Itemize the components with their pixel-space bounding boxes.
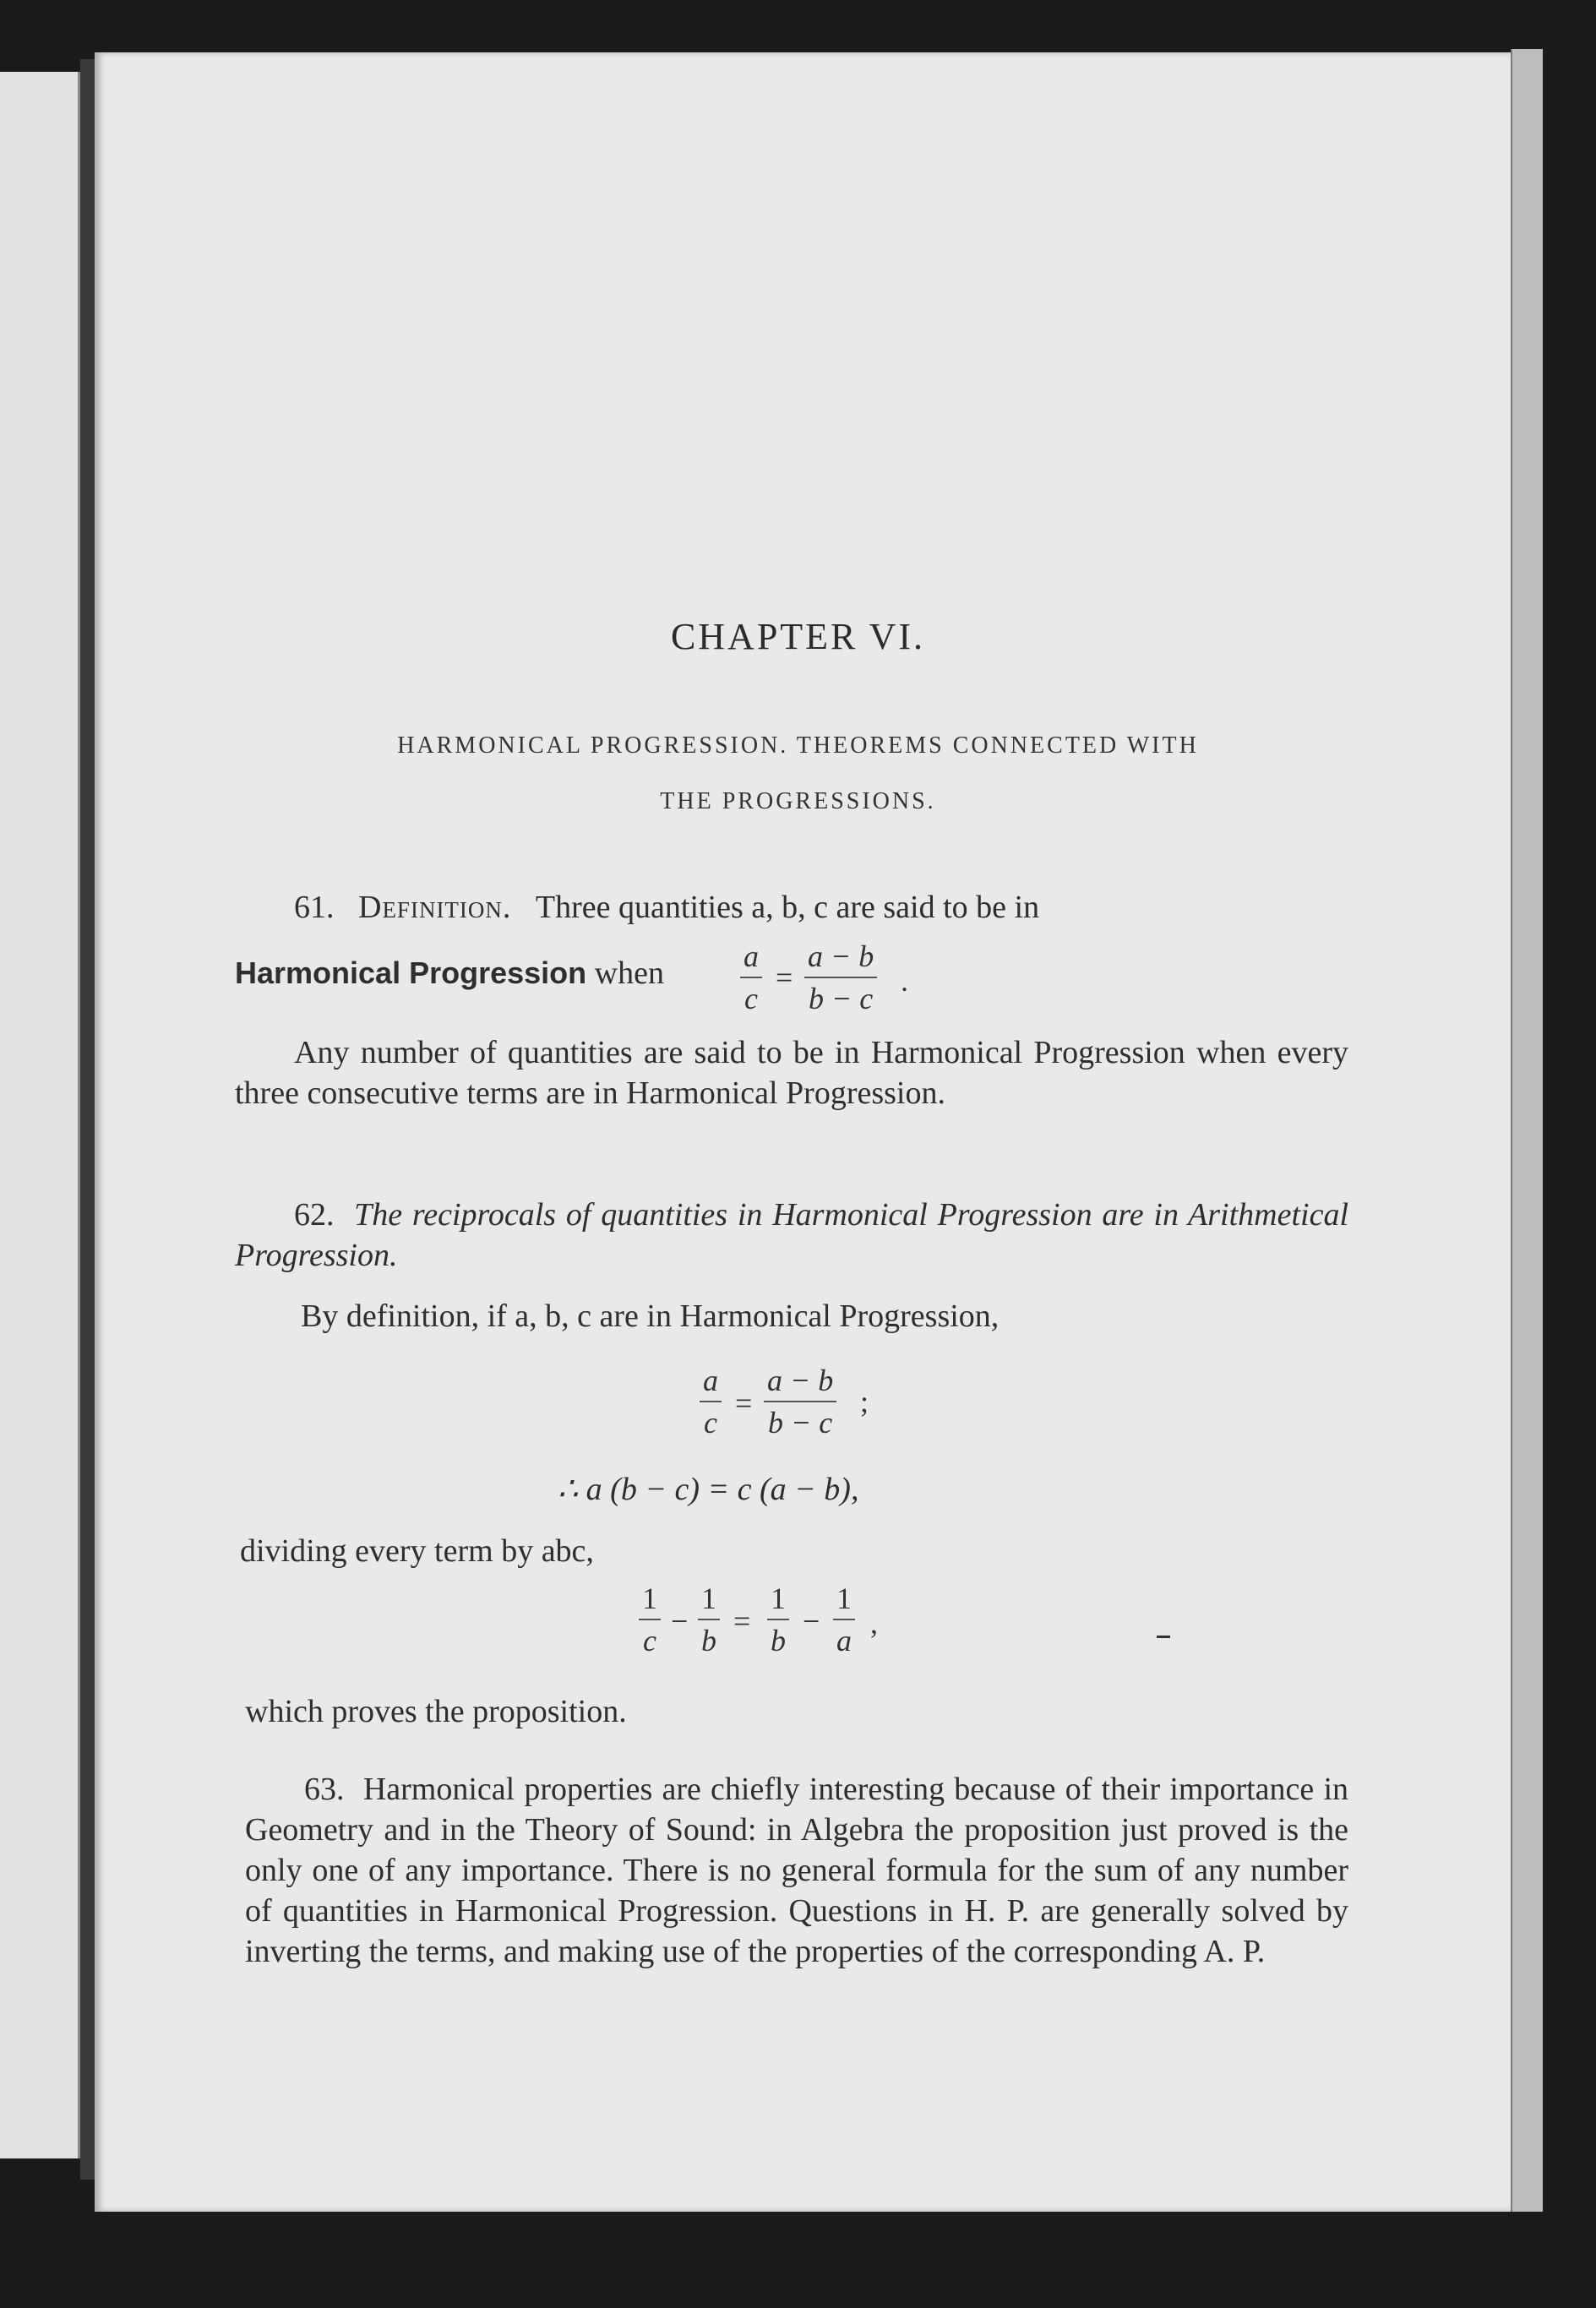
equation-2: ∴ a (b − c) = c (a − b), [558,1472,859,1507]
equation-3-fraction-3: 1 b [767,1580,789,1659]
definition-fraction-right: a − b b − c [804,938,877,1017]
equation-3-equals: = [733,1604,751,1638]
page-edge [1511,49,1543,2212]
definition-text: Three quantities a, b, c are said to be in [535,890,1040,925]
dividing-line: dividing every term by abc, [240,1533,594,1569]
equation-3-minus-2: − [803,1604,820,1638]
definition-label: Definition. [358,890,512,925]
section-heading-line-2: THE PROGRESSIONS. [660,788,936,814]
article-number-63: 63. [304,1772,345,1807]
equation-3-fraction-1: 1 c [639,1580,661,1659]
equation-3-fraction-2: 1 b [698,1580,720,1659]
definition-fraction-left: a c [740,938,762,1017]
paragraph-any-number: Any number of quantities are said to be in Harmonical Progression when every three consecutive terms are in Harmonical Progression. [235,1035,1348,1111]
equation-1-left-fraction: a c [700,1362,722,1441]
equation-3-fraction-4: 1 a [833,1580,855,1659]
article-61-line-1 [294,889,1039,926]
when-word: when [594,955,664,991]
equation-1-semicolon: ; [860,1385,869,1418]
equation-1-equals: = [735,1386,753,1420]
article-63 [245,1769,1348,1972]
article-61-line-2 [235,955,664,992]
equation-3-comma: , [870,1606,878,1640]
equation-3-minus-1: − [671,1604,689,1638]
article-63-text: Harmonical properties are chiefly interesting because of their importance in Geometry and in the Theory of Sound: in Algebra the proposition just proved is the only one of any importance. There is no general formula for the sum of any number of quantities in Harmonical Progression. Questions in H. P. are generally solved by inverting the terms, and making use of the properties of the corresponding A. P. [245,1772,1348,1969]
equals-sign: = [776,961,793,994]
theorem-text: The reciprocals of quantities in Harmonical Progression are in Arithmetical Progression. [235,1197,1349,1273]
equation-1-right-fraction: a − b b − c [764,1362,836,1441]
chapter-title: CHAPTER VI. [670,616,926,657]
definition-term: Harmonical Progression [235,955,587,990]
scan-mark [1157,1636,1170,1638]
article-number-61: 61. [294,890,335,925]
by-definition-line: By definition, if a, b, c are in Harmonical Progression, [301,1298,1000,1334]
article-number-62: 62. [294,1197,335,1233]
left-page-edge [0,72,80,2158]
article-62-statement [235,1195,1348,1276]
section-heading-line-1: HARMONICAL PROGRESSION. THEOREMS CONNECTED WITH [397,732,1199,759]
proves-line: which proves the proposition. [245,1694,627,1729]
definition-end: . [901,964,908,998]
